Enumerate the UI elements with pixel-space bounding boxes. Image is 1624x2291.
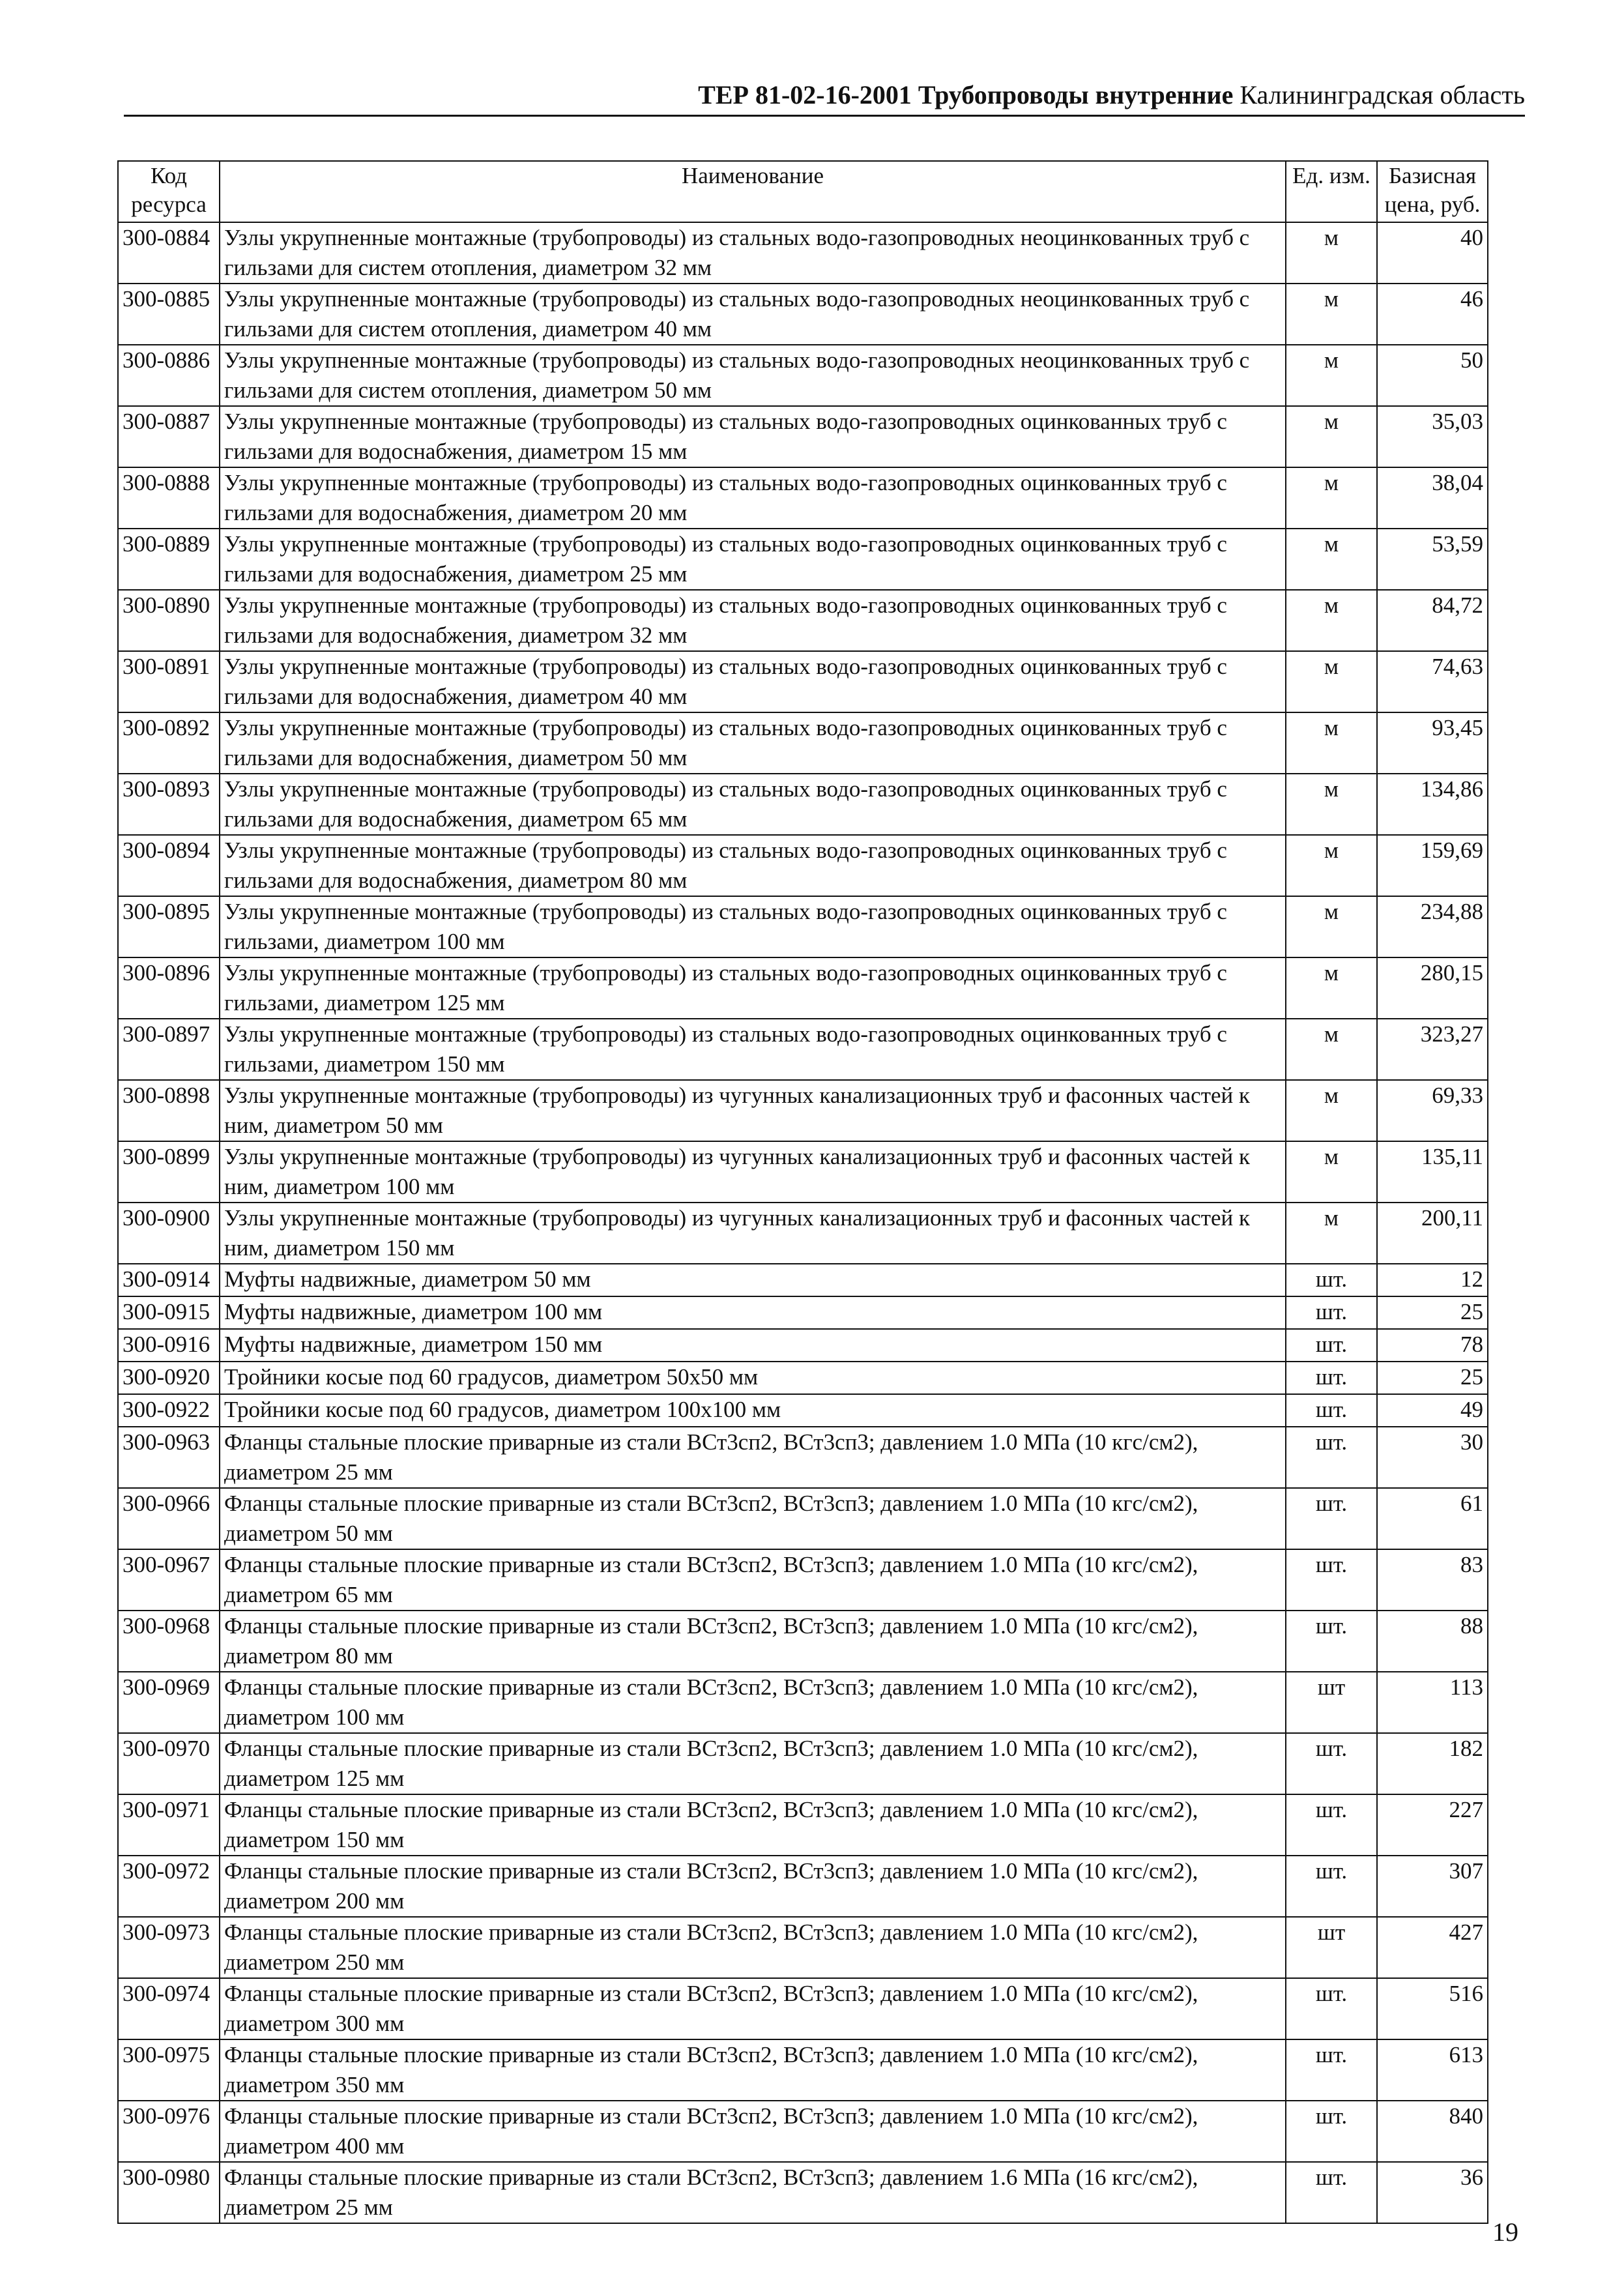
table-row <box>118 1794 1488 1856</box>
table-row <box>118 712 1488 774</box>
price-cell: 227 <box>1377 1794 1488 1856</box>
code-cell: 300-0922 <box>118 1394 220 1427</box>
unit-cell: шт. <box>1286 2101 1377 2162</box>
code-cell: 300-0980 <box>118 2162 220 2223</box>
code-cell: 300-0889 <box>118 529 220 590</box>
name-cell: Узлы укрупненные монтажные (трубопроводы) из стальных водо-газопроводных неоцинкованных труб с гильзами для систем отопления, диаметром 40 мм <box>220 284 1286 345</box>
price-cell: 25 <box>1377 1362 1488 1394</box>
name-cell: Муфты надвижные, диаметром 150 мм <box>220 1329 1286 1362</box>
name-cell: Узлы укрупненные монтажные (трубопроводы) из стальных водо-газопроводных оцинкованных труб с гильзами, диаметром 150 мм <box>220 1019 1286 1080</box>
unit-cell: шт. <box>1286 2039 1377 2101</box>
price-cell: 12 <box>1377 1264 1488 1296</box>
name-cell: Муфты надвижные, диаметром 50 мм <box>220 1264 1286 1296</box>
table-row <box>118 835 1488 896</box>
name-cell: Фланцы стальные плоские приварные из стали ВСт3сп2, ВСт3сп3; давлением 1.6 МПа (16 кгс/см2), диаметром 25 мм <box>220 2162 1286 2223</box>
table-row <box>118 406 1488 467</box>
code-cell: 300-0963 <box>118 1427 220 1488</box>
unit-cell: м <box>1286 1080 1377 1141</box>
table-header-row <box>118 161 1488 222</box>
name-cell: Фланцы стальные плоские приварные из стали ВСт3сп2, ВСт3сп3; давлением 1.0 МПа (10 кгс/см2), диаметром 100 мм <box>220 1672 1286 1733</box>
price-cell: 200,11 <box>1377 1203 1488 1264</box>
unit-cell: м <box>1286 835 1377 896</box>
code-cell: 300-0892 <box>118 712 220 774</box>
name-cell: Узлы укрупненные монтажные (трубопроводы) из стальных водо-газопроводных оцинкованных труб с гильзами для водоснабжения, диаметром 65 мм <box>220 774 1286 835</box>
code-cell: 300-0897 <box>118 1019 220 1080</box>
code-cell: 300-0974 <box>118 1978 220 2039</box>
code-cell: 300-0969 <box>118 1672 220 1733</box>
code-cell: 300-0885 <box>118 284 220 345</box>
table-row <box>118 529 1488 590</box>
price-cell: 35,03 <box>1377 406 1488 467</box>
name-cell: Фланцы стальные плоские приварные из стали ВСт3сп2, ВСт3сп3; давлением 1.0 МПа (10 кгс/см2), диаметром 25 мм <box>220 1427 1286 1488</box>
name-cell: Узлы укрупненные монтажные (трубопроводы) из стальных водо-газопроводных оцинкованных труб с гильзами, диаметром 125 мм <box>220 957 1286 1019</box>
price-cell: 46 <box>1377 284 1488 345</box>
table-row <box>118 467 1488 529</box>
price-cell: 234,88 <box>1377 896 1488 957</box>
name-cell: Фланцы стальные плоские приварные из стали ВСт3сп2, ВСт3сп3; давлением 1.0 МПа (10 кгс/см2), диаметром 80 мм <box>220 1611 1286 1672</box>
code-cell: 300-0971 <box>118 1794 220 1856</box>
price-cell: 53,59 <box>1377 529 1488 590</box>
header-divider <box>124 115 1525 117</box>
unit-cell: м <box>1286 406 1377 467</box>
unit-cell: шт. <box>1286 1549 1377 1611</box>
table-row <box>118 1611 1488 1672</box>
unit-cell: м <box>1286 222 1377 284</box>
unit-cell: шт <box>1286 1672 1377 1733</box>
unit-cell: м <box>1286 1203 1377 1264</box>
unit-cell: шт. <box>1286 1329 1377 1362</box>
unit-cell: шт. <box>1286 1794 1377 1856</box>
price-cell: 61 <box>1377 1488 1488 1549</box>
unit-cell: м <box>1286 345 1377 406</box>
price-cell: 159,69 <box>1377 835 1488 896</box>
code-cell: 300-0898 <box>118 1080 220 1141</box>
table-row <box>118 2101 1488 2162</box>
price-cell: 280,15 <box>1377 957 1488 1019</box>
price-cell: 49 <box>1377 1394 1488 1427</box>
code-cell: 300-0899 <box>118 1141 220 1203</box>
name-cell: Узлы укрупненные монтажные (трубопроводы) из стальных водо-газопроводных оцинкованных труб с гильзами, диаметром 100 мм <box>220 896 1286 957</box>
table-row <box>118 1917 1488 1978</box>
price-cell: 30 <box>1377 1427 1488 1488</box>
table-row <box>118 1203 1488 1264</box>
name-cell: Муфты надвижные, диаметром 100 мм <box>220 1296 1286 1329</box>
code-cell: 300-0891 <box>118 651 220 712</box>
document-title: Трубопроводы внутренние <box>918 80 1234 109</box>
unit-cell: м <box>1286 1141 1377 1203</box>
code-cell: 300-0916 <box>118 1329 220 1362</box>
table-row <box>118 1394 1488 1427</box>
price-cell: 74,63 <box>1377 651 1488 712</box>
unit-cell: шт. <box>1286 1427 1377 1488</box>
code-cell: 300-0895 <box>118 896 220 957</box>
unit-cell: м <box>1286 957 1377 1019</box>
table-row <box>118 651 1488 712</box>
price-cell: 516 <box>1377 1978 1488 2039</box>
unit-cell: м <box>1286 774 1377 835</box>
code-cell: 300-0966 <box>118 1488 220 1549</box>
table-row <box>118 2162 1488 2223</box>
unit-cell: шт. <box>1286 1264 1377 1296</box>
code-cell: 300-0884 <box>118 222 220 284</box>
table-row <box>118 1329 1488 1362</box>
price-cell: 93,45 <box>1377 712 1488 774</box>
name-cell: Узлы укрупненные монтажные (трубопроводы) из стальных водо-газопроводных оцинкованных труб с гильзами для водоснабжения, диаметром 80 мм <box>220 835 1286 896</box>
code-cell: 300-0886 <box>118 345 220 406</box>
code-cell: 300-0900 <box>118 1203 220 1264</box>
table-row <box>118 2039 1488 2101</box>
table-row <box>118 1427 1488 1488</box>
unit-cell: шт. <box>1286 1394 1377 1427</box>
unit-cell: м <box>1286 467 1377 529</box>
unit-cell: шт. <box>1286 2162 1377 2223</box>
table-row <box>118 1488 1488 1549</box>
code-cell: 300-0896 <box>118 957 220 1019</box>
table-row <box>118 1296 1488 1329</box>
code-cell: 300-0967 <box>118 1549 220 1611</box>
unit-cell: м <box>1286 529 1377 590</box>
document-region: Калининградская область <box>1240 80 1525 109</box>
price-cell: 113 <box>1377 1672 1488 1733</box>
name-cell: Фланцы стальные плоские приварные из стали ВСт3сп2, ВСт3сп3; давлением 1.0 МПа (10 кгс/см2), диаметром 250 мм <box>220 1917 1286 1978</box>
price-cell: 83 <box>1377 1549 1488 1611</box>
name-cell: Узлы укрупненные монтажные (трубопроводы) из стальных водо-газопроводных оцинкованных труб с гильзами для водоснабжения, диаметром 40 мм <box>220 651 1286 712</box>
price-cell: 78 <box>1377 1329 1488 1362</box>
table-row <box>118 1549 1488 1611</box>
unit-cell: шт. <box>1286 1856 1377 1917</box>
name-cell: Фланцы стальные плоские приварные из стали ВСт3сп2, ВСт3сп3; давлением 1.0 МПа (10 кгс/см2), диаметром 400 мм <box>220 2101 1286 2162</box>
price-cell: 134,86 <box>1377 774 1488 835</box>
resource-price-table <box>117 160 1488 2224</box>
price-cell: 427 <box>1377 1917 1488 1978</box>
name-cell: Фланцы стальные плоские приварные из стали ВСт3сп2, ВСт3сп3; давлением 1.0 МПа (10 кгс/см2), диаметром 350 мм <box>220 2039 1286 2101</box>
unit-cell: м <box>1286 651 1377 712</box>
table-row <box>118 1264 1488 1296</box>
price-cell: 36 <box>1377 2162 1488 2223</box>
table-row <box>118 774 1488 835</box>
code-cell: 300-0890 <box>118 590 220 651</box>
column-header-code: Код ресурса <box>118 161 220 222</box>
column-header-price: Базисная цена, руб. <box>1377 161 1488 222</box>
code-cell: 300-0893 <box>118 774 220 835</box>
name-cell: Тройники косые под 60 градусов, диаметром 100х100 мм <box>220 1394 1286 1427</box>
price-cell: 307 <box>1377 1856 1488 1917</box>
name-cell: Узлы укрупненные монтажные (трубопроводы) из чугунных канализационных труб и фасонных частей к ним, диаметром 50 мм <box>220 1080 1286 1141</box>
price-cell: 84,72 <box>1377 590 1488 651</box>
name-cell: Узлы укрупненные монтажные (трубопроводы) из стальных водо-газопроводных неоцинкованных труб с гильзами для систем отопления, диаметром 32 мм <box>220 222 1286 284</box>
name-cell: Узлы укрупненные монтажные (трубопроводы) из чугунных канализационных труб и фасонных частей к ним, диаметром 150 мм <box>220 1203 1286 1264</box>
code-cell: 300-0970 <box>118 1733 220 1794</box>
column-header-name: Наименование <box>220 161 1286 222</box>
page-header <box>124 77 1525 113</box>
code-cell: 300-0973 <box>118 1917 220 1978</box>
price-cell: 323,27 <box>1377 1019 1488 1080</box>
code-cell: 300-0915 <box>118 1296 220 1329</box>
table-row <box>118 1362 1488 1394</box>
name-cell: Фланцы стальные плоские приварные из стали ВСт3сп2, ВСт3сп3; давлением 1.0 МПа (10 кгс/см2), диаметром 150 мм <box>220 1794 1286 1856</box>
table-row <box>118 896 1488 957</box>
price-cell: 50 <box>1377 345 1488 406</box>
page-number: 19 <box>1492 2217 1518 2247</box>
price-cell: 40 <box>1377 222 1488 284</box>
document-code: ТЕР 81-02-16-2001 <box>698 80 912 109</box>
table-row <box>118 1080 1488 1141</box>
unit-cell: шт <box>1286 1917 1377 1978</box>
name-cell: Узлы укрупненные монтажные (трубопроводы) из стальных водо-газопроводных оцинкованных труб с гильзами для водоснабжения, диаметром 50 мм <box>220 712 1286 774</box>
unit-cell: м <box>1286 896 1377 957</box>
unit-cell: м <box>1286 590 1377 651</box>
name-cell: Фланцы стальные плоские приварные из стали ВСт3сп2, ВСт3сп3; давлением 1.0 МПа (10 кгс/см2), диаметром 125 мм <box>220 1733 1286 1794</box>
code-cell: 300-0968 <box>118 1611 220 1672</box>
price-cell: 182 <box>1377 1733 1488 1794</box>
code-cell: 300-0894 <box>118 835 220 896</box>
price-cell: 613 <box>1377 2039 1488 2101</box>
unit-cell: шт. <box>1286 1978 1377 2039</box>
name-cell: Узлы укрупненные монтажные (трубопроводы) из стальных водо-газопроводных оцинкованных труб с гильзами для водоснабжения, диаметром 25 мм <box>220 529 1286 590</box>
name-cell: Узлы укрупненные монтажные (трубопроводы) из стальных водо-газопроводных оцинкованных труб с гильзами для водоснабжения, диаметром 32 мм <box>220 590 1286 651</box>
table-row <box>118 1856 1488 1917</box>
name-cell: Фланцы стальные плоские приварные из стали ВСт3сп2, ВСт3сп3; давлением 1.0 МПа (10 кгс/см2), диаметром 200 мм <box>220 1856 1286 1917</box>
name-cell: Фланцы стальные плоские приварные из стали ВСт3сп2, ВСт3сп3; давлением 1.0 МПа (10 кгс/см2), диаметром 300 мм <box>220 1978 1286 2039</box>
name-cell: Узлы укрупненные монтажные (трубопроводы) из стальных водо-газопроводных оцинкованных труб с гильзами для водоснабжения, диаметром 15 мм <box>220 406 1286 467</box>
price-cell: 840 <box>1377 2101 1488 2162</box>
table-row <box>118 590 1488 651</box>
unit-cell: шт. <box>1286 1611 1377 1672</box>
unit-cell: м <box>1286 284 1377 345</box>
price-cell: 88 <box>1377 1611 1488 1672</box>
code-cell: 300-0914 <box>118 1264 220 1296</box>
name-cell: Тройники косые под 60 градусов, диаметром 50х50 мм <box>220 1362 1286 1394</box>
code-cell: 300-0976 <box>118 2101 220 2162</box>
table-row <box>118 1141 1488 1203</box>
table-row <box>118 1978 1488 2039</box>
unit-cell: шт. <box>1286 1362 1377 1394</box>
price-cell: 69,33 <box>1377 1080 1488 1141</box>
unit-cell: м <box>1286 712 1377 774</box>
name-cell: Узлы укрупненные монтажные (трубопроводы) из стальных водо-газопроводных неоцинкованных труб с гильзами для систем отопления, диаметром 50 мм <box>220 345 1286 406</box>
price-cell: 25 <box>1377 1296 1488 1329</box>
code-cell: 300-0972 <box>118 1856 220 1917</box>
table-row <box>118 957 1488 1019</box>
price-cell: 135,11 <box>1377 1141 1488 1203</box>
table-row <box>118 345 1488 406</box>
unit-cell: м <box>1286 1019 1377 1080</box>
table-row <box>118 284 1488 345</box>
unit-cell: шт. <box>1286 1488 1377 1549</box>
code-cell: 300-0920 <box>118 1362 220 1394</box>
name-cell: Фланцы стальные плоские приварные из стали ВСт3сп2, ВСт3сп3; давлением 1.0 МПа (10 кгс/см2), диаметром 50 мм <box>220 1488 1286 1549</box>
table-row <box>118 1672 1488 1733</box>
table-row <box>118 1019 1488 1080</box>
name-cell: Фланцы стальные плоские приварные из стали ВСт3сп2, ВСт3сп3; давлением 1.0 МПа (10 кгс/см2), диаметром 65 мм <box>220 1549 1286 1611</box>
column-header-unit: Ед. изм. <box>1286 161 1377 222</box>
unit-cell: шт. <box>1286 1733 1377 1794</box>
code-cell: 300-0975 <box>118 2039 220 2101</box>
unit-cell: шт. <box>1286 1296 1377 1329</box>
name-cell: Узлы укрупненные монтажные (трубопроводы) из чугунных канализационных труб и фасонных частей к ним, диаметром 100 мм <box>220 1141 1286 1203</box>
code-cell: 300-0888 <box>118 467 220 529</box>
table-row <box>118 1733 1488 1794</box>
code-cell: 300-0887 <box>118 406 220 467</box>
name-cell: Узлы укрупненные монтажные (трубопроводы) из стальных водо-газопроводных оцинкованных труб с гильзами для водоснабжения, диаметром 20 мм <box>220 467 1286 529</box>
table-body <box>118 222 1488 2223</box>
table-row <box>118 222 1488 284</box>
price-cell: 38,04 <box>1377 467 1488 529</box>
